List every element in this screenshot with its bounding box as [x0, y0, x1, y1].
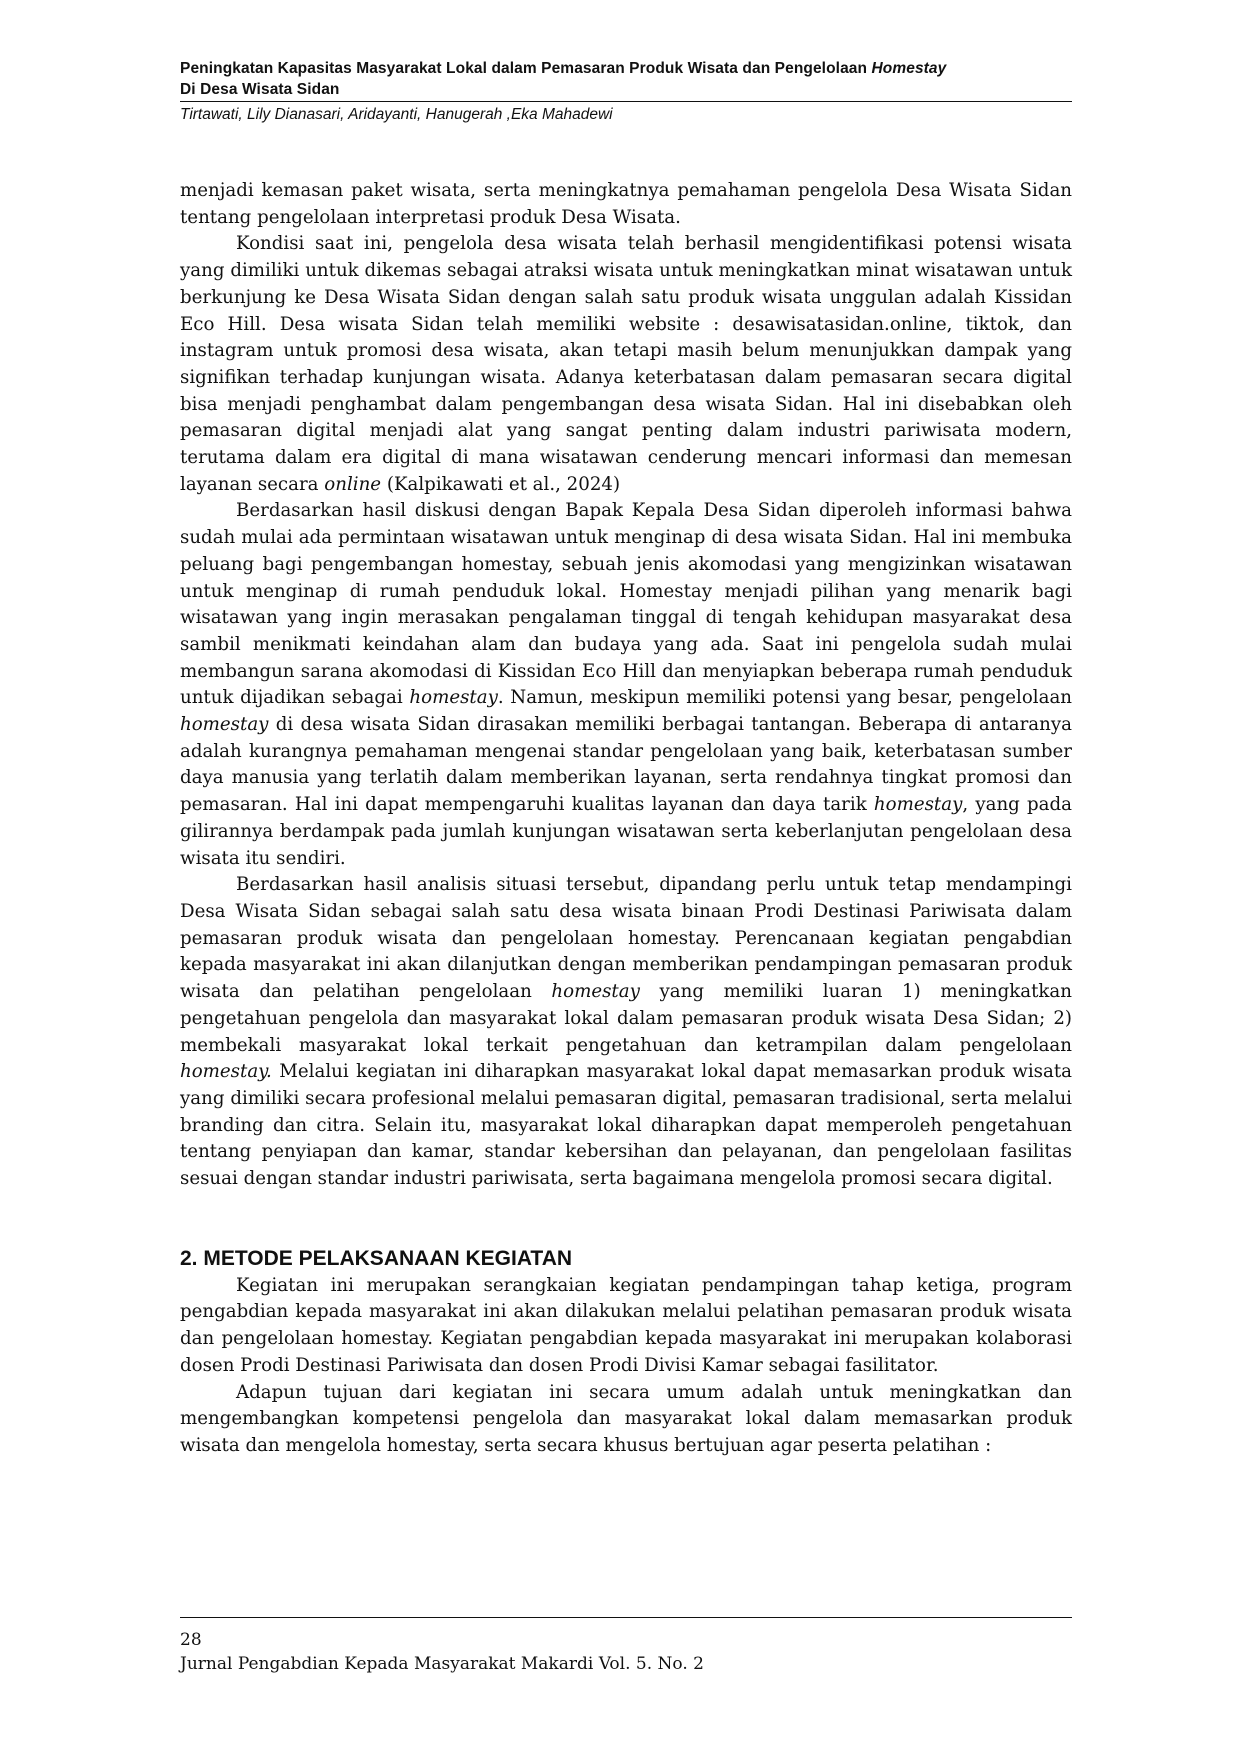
paragraph-text: menjadi kemasan paket wisata, serta meningkatnya pemahaman pengelola Desa Wisata Sidan tentang pengelolaan interpretasi produk Desa Wisata.: [180, 180, 1072, 228]
paragraph-text: Kondisi saat ini, pengelola desa wisata telah berhasil mengidentifikasi potensi wisata yang dimiliki untuk dikemas sebagai atraksi wisata untuk meningkatkan minat wisatawan untuk berkunjung ke Desa Wisata Sidan dengan salah satu produk wisata unggulan adalah Kissidan Eco Hill. Desa wisata Sidan telah memiliki website : desawisatasidan.online, tiktok, dan instagram untuk promosi desa wisata, akan tetapi masih belum menunjukkan dampak yang signifikan terhadap kunjungan wisata. Adanya keterbatasan dalam pemasaran secara digital bisa menjadi penghambat dalam pengembangan desa wisata Sidan. Hal ini disebabkan oleh pemasaran digital menjadi alat yang sangat penting dalam industri pariwisata modern, terutama dalam era digital di mana wisatawan cenderung mencari informasi dan memesan layanan secara: [180, 233, 1072, 495]
paragraph-text: Melalui kegiatan ini diharapkan masyarakat lokal dapat memasarkan produk wisata yang dimiliki secara profesional melalui pemasaran digital, pemasaran tradisional, serta melalui branding dan citra. Selain itu, masyarakat lokal diharapkan dapat memperoleh pengetahuan tentang penyiapan dan kamar, standar kebersihan dan pelayanan, dan pengelolaan fasilitas sesuai dengan standar industri pariwisata, serta bagaimana mengelola promosi secara digital.: [180, 1061, 1072, 1190]
page-body: [180, 178, 1072, 1460]
paragraph-text: . Namun, meskipun memiliki potensi yang besar, pengelolaan: [497, 687, 1073, 709]
paragraph: [180, 1380, 1072, 1460]
footer-rule: [180, 1617, 1072, 1618]
header-title-italic: Homestay: [871, 60, 947, 77]
paragraph-text: Kegiatan ini merupakan serangkaian kegiatan pendampingan tahap ketiga, program pengabdian kepada masyarakat ini akan dilakukan melalui pelatihan pemasaran produk wisata dan pengelolaan homestay. Kegiatan pengabdian kepada masyarakat ini merupakan kolaborasi dosen Prodi Destinasi Pariwisata dan dosen Prodi Divisi Kamar sebagai fasilitator.: [180, 1274, 1072, 1376]
paragraph-text: di desa wisata Sidan dirasakan memiliki berbagai tantangan. Beberapa di antaranya adalah kurangnya pemahaman mengenai standar pengelolaan yang baik, keterbatasan sumber daya manusia yang terlatih dalam memberikan layanan, serta rendahnya tingkat promosi dan pemasaran. Hal ini dapat mempengaruhi kualitas layanan dan daya tarik: [180, 714, 1072, 816]
italic-term: homestay: [551, 981, 640, 1003]
header-title-line2: Di Desa Wisata Sidan: [180, 81, 340, 98]
paragraph-text: (Kalpikawati et al., 2024): [381, 473, 621, 495]
header-rule: [180, 101, 1072, 102]
paragraph: [180, 498, 1072, 872]
section-paragraphs: [180, 1273, 1072, 1460]
journal-name: Jurnal Pengabdian Kepada Masyarakat Makardi Vol. 5. No. 2: [180, 1654, 704, 1674]
italic-term: homestay: [409, 687, 498, 709]
italic-term: homestay: [873, 794, 963, 816]
paragraph: [180, 1273, 1072, 1380]
italic-term: homestay: [180, 714, 269, 736]
paragraph: [180, 231, 1072, 498]
header-title-text: Peningkatan Kapasitas Masyarakat Lokal dalam Pemasaran Produk Wisata dan Pengelolaan: [180, 60, 872, 77]
italic-term: homestay.: [180, 1061, 272, 1083]
paragraph-text: , yang pada gilirannya berdampak pada jumlah kunjungan wisatawan serta keberlanjutan pengelolaan desa wisata itu sendiri.: [180, 794, 1072, 869]
paragraph: [180, 872, 1072, 1192]
header-authors: Tirtawati, Lily Dianasari, Aridayanti, Hanugerah ,Eka Mahadewi: [180, 106, 613, 123]
section-heading: 2. METODE PELAKSANAAN KEGIATAN: [180, 1246, 573, 1270]
page-number: 28: [180, 1630, 202, 1650]
paragraph-text: Berdasarkan hasil analisis situasi tersebut, dipandang perlu untuk tetap mendampingi Desa Wisata Sidan sebagai salah satu desa wisata binaan Prodi Destinasi Pariwisata dalam pemasaran produk wisata dan pengelolaan homestay. Perencanaan kegiatan pengabdian kepada masyarakat ini akan dilanjutkan dengan memberikan pendampingan pemasaran produk wisata dan pelatihan pengelolaan: [180, 874, 1072, 1003]
paragraph-text: Berdasarkan hasil diskusi dengan Bapak Kepala Desa Sidan diperoleh informasi bahwa sudah mulai ada permintaan wisatawan untuk menginap di desa wisata Sidan. Hal ini membuka peluang bagi pengembangan homestay, sebuah jenis akomodasi yang mengizinkan wisatawan untuk menginap di rumah penduduk lokal. Homestay menjadi pilihan yang menarik bagi wisatawan yang ingin merasakan pengalaman tinggal di tengah kehidupan masyarakat desa sambil menikmati keindahan alam dan budaya yang ada. Saat ini pengelola sudah mulai membangun sarana akomodasi di Kissidan Eco Hill dan menyiapkan beberapa rumah penduduk untuk dijadikan sebagai: [180, 500, 1072, 709]
paragraph-text: yang memiliki luaran 1) meningkatkan pengetahuan pengelola dan masyarakat lokal dalam pemasaran produk wisata Desa Sidan; 2) membekali masyarakat lokal terkait pengetahuan dan ketrampilan dalam pengelolaan: [180, 981, 1072, 1056]
page-footer: [180, 1617, 1072, 1676]
header-title: [180, 58, 1072, 79]
paragraph-text: Adapun tujuan dari kegiatan ini secara umum adalah untuk meningkatkan dan mengembangkan kompetensi pengelola dan masyarakat lokal dalam memasarkan produk wisata dan mengelola homestay, serta secara khusus bertujuan agar peserta pelatihan :: [180, 1381, 1072, 1456]
body-paragraphs: [180, 178, 1072, 1193]
italic-term: online: [324, 473, 382, 495]
running-header: [180, 58, 1072, 127]
paragraph: [180, 178, 1072, 231]
